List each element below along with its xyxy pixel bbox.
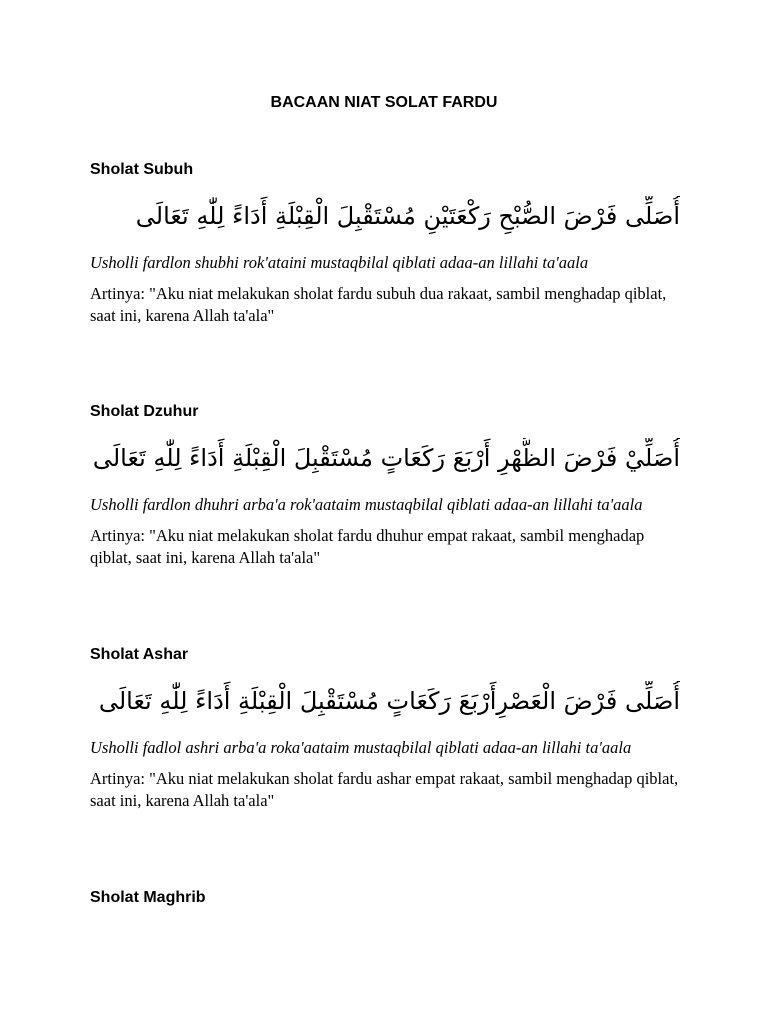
section-heading: Sholat Maghrib <box>90 889 206 906</box>
section-heading: Sholat Ashar <box>90 646 189 663</box>
section-subuh <box>90 160 680 327</box>
meaning-text: Artinya: "Aku niat melakukan sholat fardu dhuhur empat rakaat, sambil menghadap qiblat, saat ini, karena Allah ta'ala" <box>90 526 645 567</box>
meaning-text: Artinya: "Aku niat melakukan sholat fardu subuh dua rakaat, sambil menghadap qiblat, saat ini, karena Allah ta'ala" <box>90 284 667 325</box>
document-title: BACAAN NIAT SOLAT FARDU <box>270 94 498 111</box>
section-heading: Sholat Dzuhur <box>90 403 199 420</box>
section-maghrib <box>90 888 680 908</box>
arabic-niat-text: أُصَلِّى فَرْضَ الْعَصْرِأَرْبَعَ رَكَعَاتٍ مُسْتَقْبِلَ الْقِبْلَةِ أَدَاءً لِلّٰهِ تَعَالَى <box>98 687 680 715</box>
arabic-niat-text: أُصَلِّى فَرْضَ الصُّبْحِ رَكْعَتَيْنِ مُسْتَقْبِلَ الْقِبْلَةِ أَدَاءً لِلّٰهِ تَعَالَى <box>135 202 680 230</box>
section-ashar <box>90 645 680 812</box>
meaning-text: Artinya: "Aku niat melakukan sholat fardu ashar empat rakaat, sambil menghadap qiblat, saat ini, karena Allah ta'ala" <box>90 769 679 810</box>
arabic-niat-text: أُصَلِّيْ فَرْضَ الظُّهْرِ أَرْبَعَ رَكَعَاتٍ مُسْتَقْبِلَ الْقِبْلَةِ أَدَاءً لِلّٰهِ تَعَالَى <box>92 444 680 472</box>
section-heading: Sholat Subuh <box>90 161 194 178</box>
latin-transliteration: Usholli fardlon dhuhri arba'a rok'aataim mustaqbilal qiblati adaa-an lillahi ta'aala <box>90 495 643 514</box>
latin-transliteration: Usholli fadlol ashri arba'a roka'aataim mustaqbilal qiblati adaa-an lillahi ta'aala <box>90 738 632 757</box>
latin-transliteration: Usholli fardlon shubhi rok'ataini mustaqbilal qiblati adaa-an lillahi ta'aala <box>90 253 589 272</box>
section-dzuhur <box>90 402 680 569</box>
